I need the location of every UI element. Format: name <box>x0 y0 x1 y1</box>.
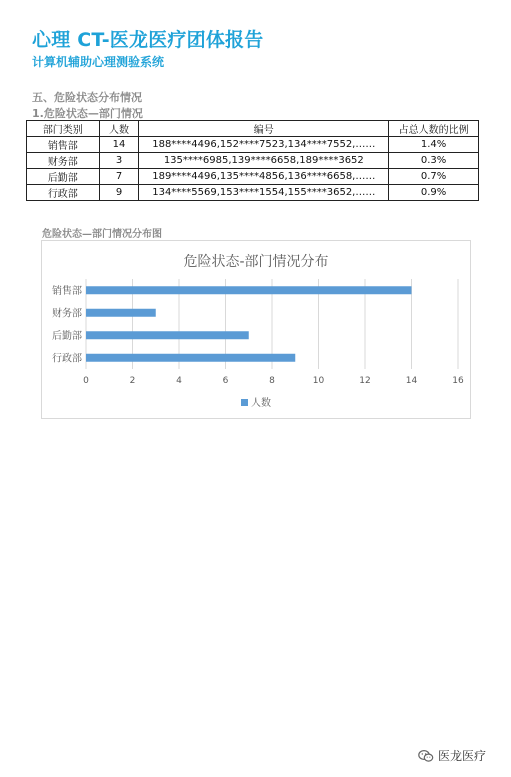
table-row <box>27 153 479 169</box>
legend-label: 人数 <box>251 398 271 409</box>
report-title: 心理 CT-医龙医疗团体报告 <box>32 29 264 51</box>
column-header-count: 人数 <box>99 121 139 137</box>
legend-swatch <box>241 399 248 406</box>
cell-ids: 134****5569,153****1554,155****3652,…… <box>139 185 389 201</box>
x-tick-label: 2 <box>129 376 136 386</box>
cell-ratio: 1.4% <box>389 137 479 153</box>
x-tick-label: 16 <box>452 376 464 386</box>
y-category-label: 财务部 <box>52 308 82 320</box>
bar-2 <box>86 331 249 339</box>
table-row <box>27 185 479 201</box>
cell-ids: 189****4496,135****4856,136****6658,…… <box>139 169 389 185</box>
y-category-label: 销售部 <box>52 285 82 297</box>
cell-ratio: 0.9% <box>389 185 479 201</box>
subsection-heading: 1.危险状态—部门情况 <box>32 107 143 120</box>
x-tick-label: 4 <box>176 376 182 386</box>
y-category-label: 行政部 <box>52 353 82 365</box>
cell-count: 7 <box>99 169 139 185</box>
chart-canvas <box>42 241 470 418</box>
x-tick-label: 0 <box>83 376 89 386</box>
column-header-ids: 编号 <box>139 121 389 137</box>
cell-ids: 188****4496,152****7523,134****7552,…… <box>139 137 389 153</box>
risk-department-table <box>26 120 479 201</box>
bar-3 <box>86 354 295 362</box>
cell-ratio: 0.7% <box>389 169 479 185</box>
chart-title: 危险状态-部门情况分布 <box>183 254 329 270</box>
cell-dept: 财务部 <box>27 153 100 169</box>
chart-caption: 危险状态—部门情况分布图 <box>42 229 162 240</box>
cell-count: 9 <box>99 185 139 201</box>
footer-brand-name: 医龙医疗 <box>438 749 487 763</box>
department-risk-chart <box>41 240 471 419</box>
cell-count: 3 <box>99 153 139 169</box>
table-header-row <box>27 121 479 137</box>
column-header-ratio: 占总人数的比例 <box>389 121 479 137</box>
section-heading: 五、危险状态分布情况 <box>32 91 142 104</box>
table-row <box>27 137 479 153</box>
x-tick-label: 8 <box>269 376 275 386</box>
column-header-dept: 部门类别 <box>27 121 100 137</box>
x-tick-label: 6 <box>222 376 229 386</box>
cell-dept: 销售部 <box>27 137 100 153</box>
table-row <box>27 169 479 185</box>
y-category-label: 后勤部 <box>52 330 82 342</box>
bar-0 <box>86 286 412 294</box>
cell-ratio: 0.3% <box>389 153 479 169</box>
footer-brand <box>418 747 486 764</box>
report-subtitle: 计算机辅助心理测验系统 <box>32 55 165 69</box>
cell-ids: 135****6985,139****6658,189****3652 <box>139 153 389 169</box>
x-tick-label: 10 <box>312 376 325 386</box>
cell-dept: 后勤部 <box>27 169 100 185</box>
cell-count: 14 <box>99 137 139 153</box>
x-tick-label: 14 <box>405 376 418 386</box>
x-tick-label: 12 <box>359 376 371 386</box>
cell-dept: 行政部 <box>27 185 100 201</box>
wechat-icon <box>418 749 434 763</box>
bar-1 <box>86 309 156 317</box>
